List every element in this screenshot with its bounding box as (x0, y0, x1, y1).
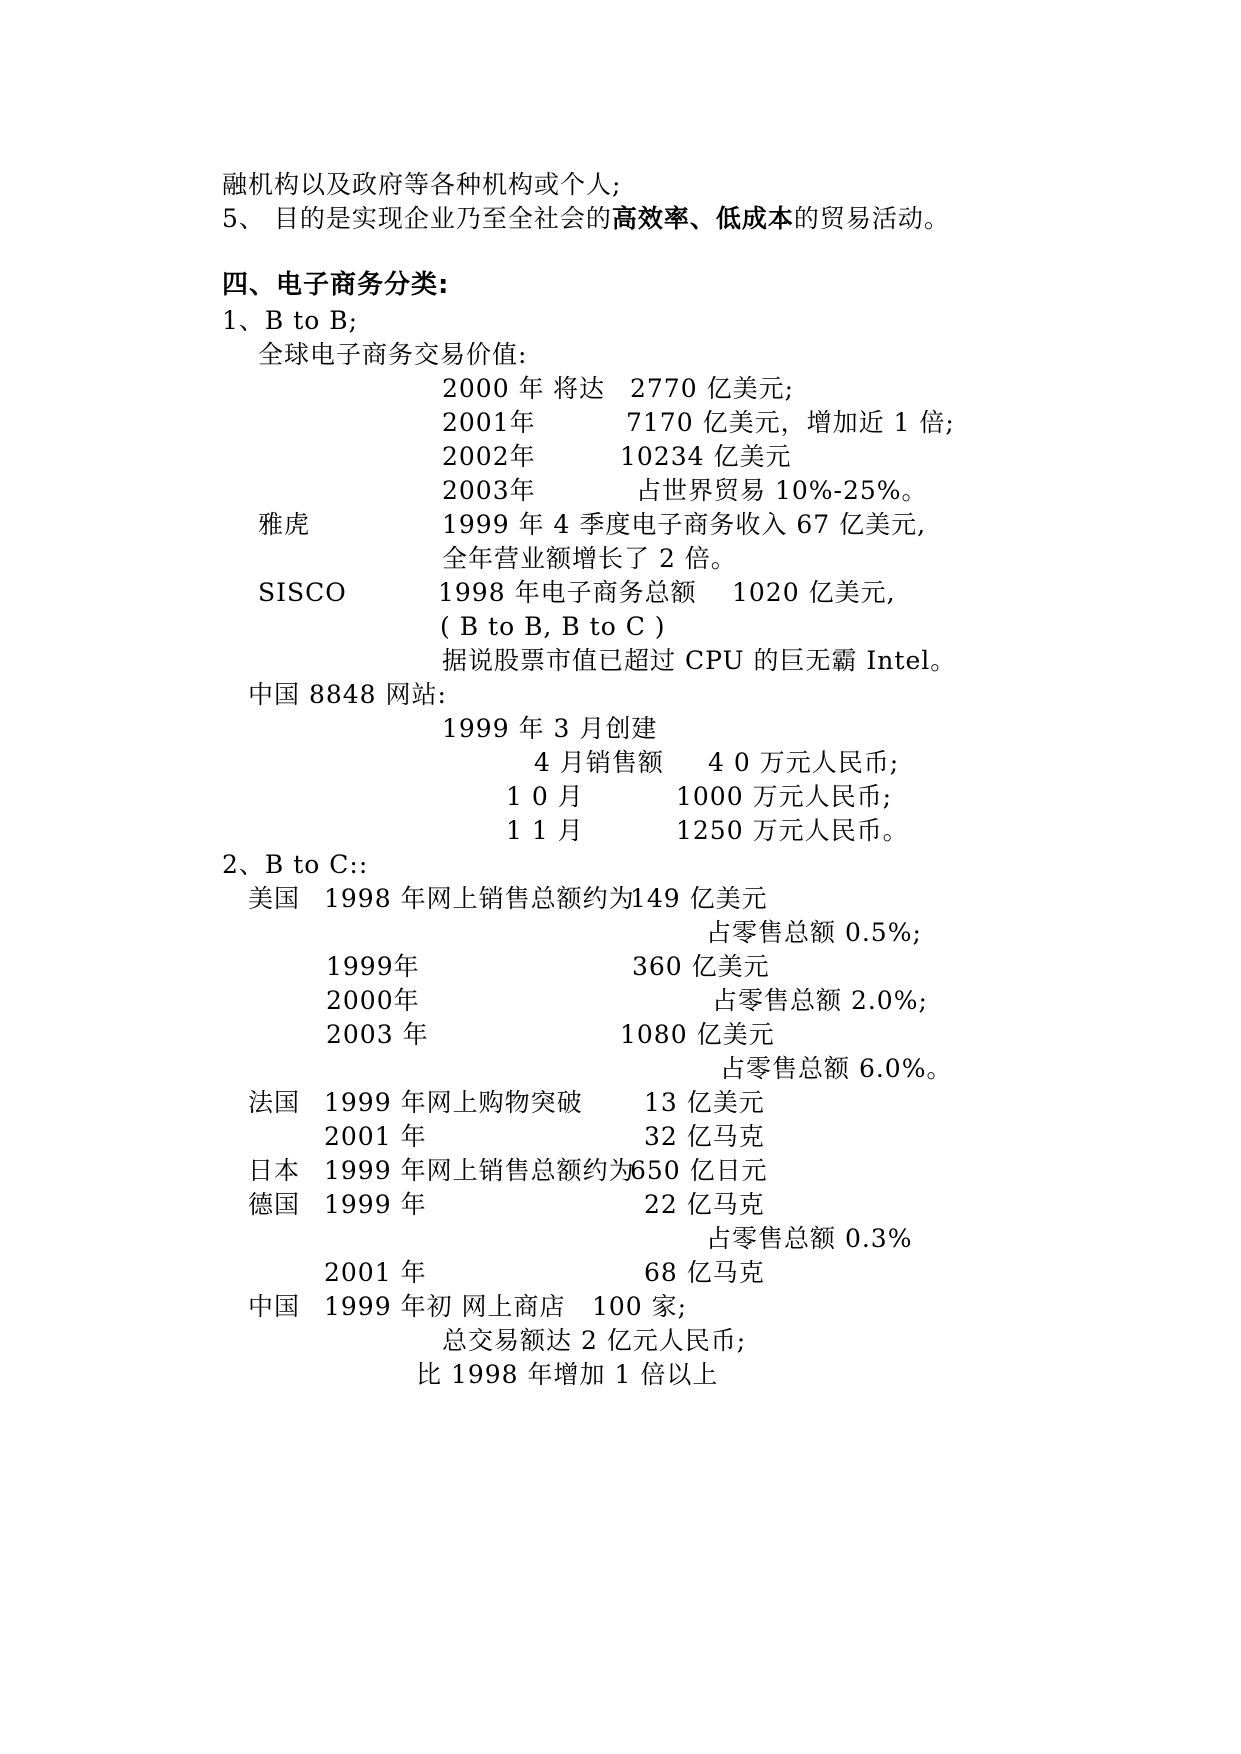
de-label: 德国 (248, 1190, 301, 1219)
g2003-value: 占世界贸易 10%-25%。 (636, 476, 928, 505)
nov-label: 1 1 月 (506, 816, 584, 845)
us-1998-value: 149 亿美元 (630, 884, 768, 913)
g2002-year: 2002年 (442, 442, 536, 471)
sisco-line-2: ( B to B, B to C ) (440, 612, 666, 641)
fr-2001-value: 32 亿马克 (644, 1122, 765, 1151)
jp-1999: 1999 年网上销售总额约为 (324, 1156, 635, 1185)
g2002-value: 10234 亿美元 (620, 442, 792, 471)
cn-label: 中国 (248, 1292, 301, 1321)
us-2000: 2000年 (326, 986, 420, 1015)
cn-1999-value: 100 家; (592, 1292, 688, 1321)
de-2001-value: 68 亿马克 (644, 1258, 765, 1287)
de-1999: 1999 年 (324, 1190, 427, 1219)
us-2003-share: 占零售总额 6.0%。 (720, 1054, 953, 1083)
g2000-year: 2000 年 (442, 374, 545, 403)
intro-line-2-tail: 的贸易活动。 (793, 204, 950, 233)
intro-line-1: 融机构以及政府等各种机构或个人; (222, 170, 622, 199)
apr-value: 4 0 万元人民币; (708, 748, 900, 777)
section-title: 四、电子商务分类: (222, 270, 450, 300)
us-1998-share: 占零售总额 0.5%; (706, 918, 922, 947)
nov-value: 1250 万元人民币。 (676, 816, 909, 845)
intro-line-2-bold: 高效率、低成本 (611, 204, 794, 233)
g2000-verb: 将达 (553, 374, 606, 403)
jp-label: 日本 (248, 1156, 301, 1185)
sisco-value: 1020 亿美元, (732, 578, 896, 607)
yahoo-line-1: 1999 年 4 季度电子商务收入 67 亿美元, (442, 510, 927, 539)
b2c-heading: 2、B to C:: (222, 850, 369, 879)
sisco-line-1: 1998 年电子商务总额 (438, 578, 697, 607)
us-1998: 1998 年网上销售总额约为 (324, 884, 635, 913)
cn-total: 总交易额达 2 亿元人民币; (442, 1326, 747, 1355)
oct-value: 1000 万元人民币; (676, 782, 892, 811)
us-2003-value: 1080 亿美元 (620, 1020, 775, 1049)
yahoo-line-2: 全年营业额增长了 2 倍。 (442, 544, 737, 573)
fr-1999: 1999 年网上购物突破 (324, 1088, 583, 1117)
g2000-value: 2770 亿美元; (630, 374, 794, 403)
us-2000-share: 占零售总额 2.0%; (712, 986, 928, 1015)
apr-label: 4 月销售额 (534, 748, 664, 777)
us-2003: 2003 年 (326, 1020, 429, 1049)
us-1999: 1999年 (326, 952, 420, 981)
global-label: 全球电子商务交易价值: (258, 340, 528, 369)
oct-label: 1 0 月 (506, 782, 584, 811)
us-label: 美国 (248, 884, 301, 913)
china-8848-founded: 1999 年 3 月创建 (442, 714, 658, 743)
fr-1999-value: 13 亿美元 (644, 1088, 765, 1117)
intro-line-2 (222, 202, 950, 236)
de-1999-value: 22 亿马克 (644, 1190, 765, 1219)
g2003-year: 2003年 (442, 476, 536, 505)
cn-growth: 比 1998 年增加 1 倍以上 (416, 1360, 719, 1389)
sisco-line-3: 据说股票市值已超过 CPU 的巨无霸 Intel。 (442, 646, 957, 675)
g2001-value: 7170 亿美元，增加近 1 倍; (626, 408, 955, 437)
g2001-year: 2001年 (442, 408, 536, 437)
fr-2001: 2001 年 (324, 1122, 427, 1151)
china-8848-label: 中国 8848 网站: (248, 680, 447, 709)
b2b-heading: 1、B to B; (222, 306, 359, 335)
fr-label: 法国 (248, 1088, 301, 1117)
intro-line-2-text: 5、 目的是实现企业乃至全社会的 (222, 204, 612, 233)
cn-1999: 1999 年初 网上商店 (324, 1292, 566, 1321)
de-1999-share: 占零售总额 0.3% (706, 1224, 913, 1253)
jp-1999-value: 650 亿日元 (630, 1156, 768, 1185)
us-1999-value: 360 亿美元 (632, 952, 770, 981)
de-2001: 2001 年 (324, 1258, 427, 1287)
yahoo-label: 雅虎 (258, 510, 311, 539)
sisco-label: SISCO (258, 578, 347, 607)
